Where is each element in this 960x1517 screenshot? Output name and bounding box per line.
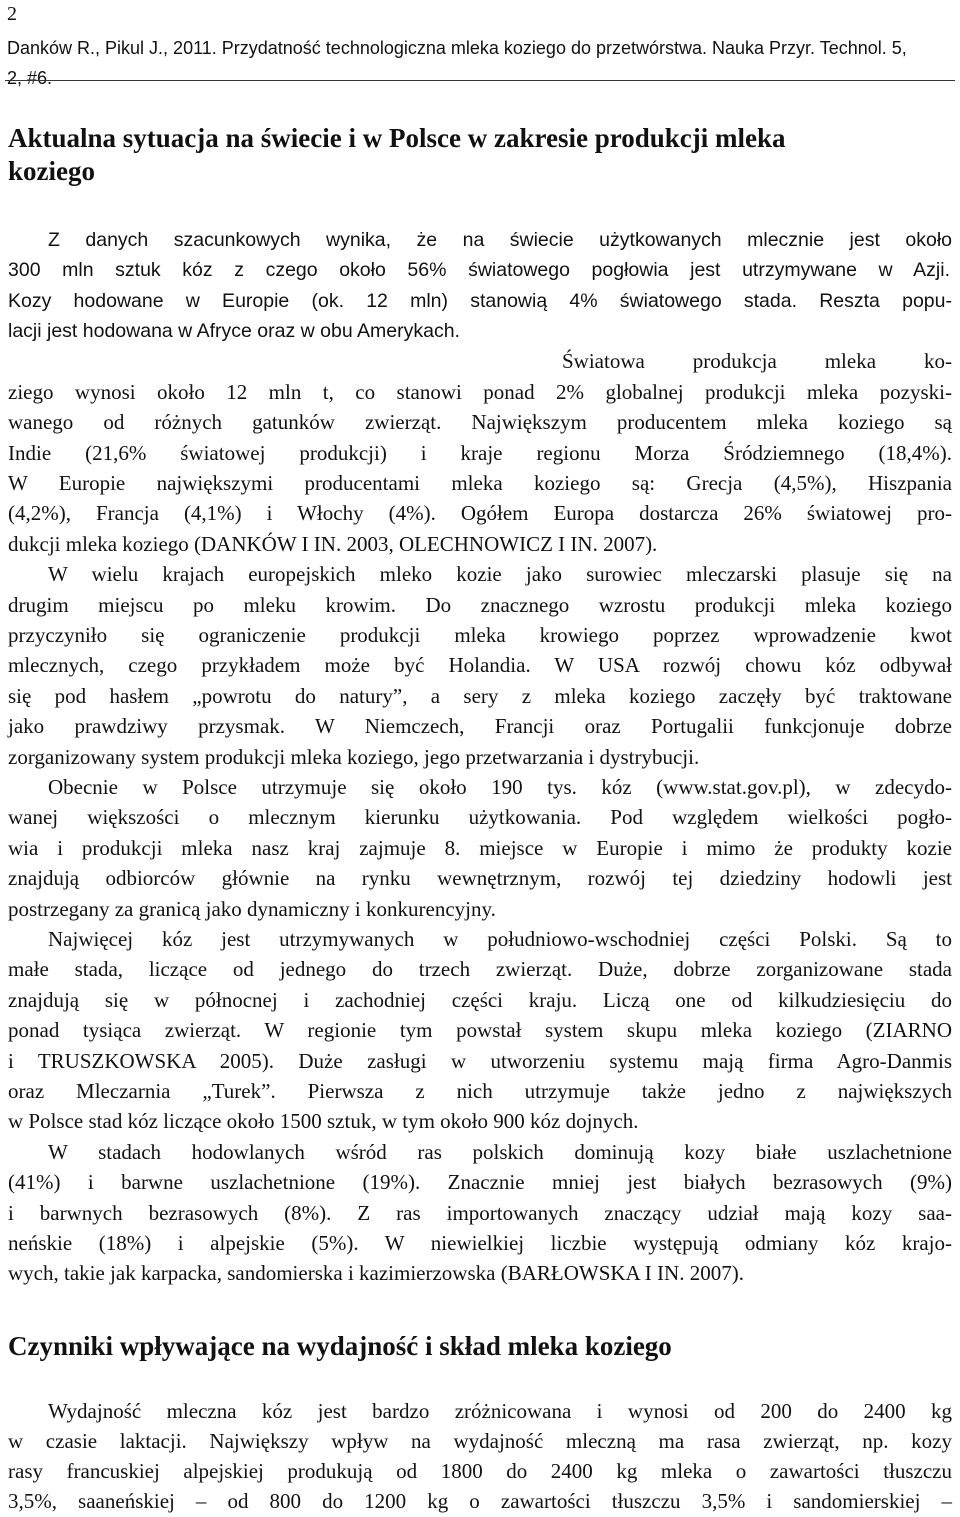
- text-line: ziego wynosi około 12 mln t, co stanowi ponad 2% globalnej produkcji mleka pozyski-: [8, 380, 952, 404]
- text-line: rasy francuskiej alpejskiej produkują od 1800 do 2400 kg mleka o zawartości tłuszczu: [8, 1459, 952, 1483]
- page-number: 2: [7, 3, 17, 25]
- text-line: 3,5%, saaneńskiej – od 800 do 1200 kg o zawartości tłuszczu 3,5% i sandomierskiej –: [8, 1489, 952, 1513]
- text-line: W Europie największymi producentami mleka koziego są: Grecja (4,5%), Hiszpania: [8, 471, 952, 495]
- citation: [7, 33, 955, 93]
- text-line: wanej większości o mlecznym kierunku użytkowania. Pod względem wielkości pogło-: [8, 805, 952, 829]
- text-line: wia i produkcji mleka nasz kraj zajmuje 8. miejsce w Europie i mimo że produkty kozie: [8, 836, 952, 860]
- citation-line: 2, #6.: [7, 68, 53, 88]
- text-line: dukcji mleka koziego (DANKÓW I IN. 2003, OLECHNOWICZ I IN. 2007).: [8, 532, 658, 556]
- text-line: i barwnych bezrasowych (8%). Z ras importowanych znaczący udział mają kozy saa-: [8, 1201, 952, 1225]
- text-line: ponad tysiąca zwierząt. W regionie tym powstał system skupu mleka koziego (ZIARNO: [8, 1018, 952, 1042]
- text-line: drugim miejscu po mleku krowim. Do znacznego wzrostu produkcji mleka koziego: [8, 593, 952, 617]
- text-line: Światowa produkcja mleka ko-: [562, 349, 952, 373]
- text-line: W wielu krajach europejskich mleko kozie jako surowiec mleczarski plasuje się na: [48, 562, 952, 586]
- text-line: Indie (21,6% światowej produkcji) i kraje regionu Morza Śródziemnego (18,4%).: [8, 441, 952, 465]
- text-line: Wydajność mleczna kóz jest bardzo zróżnicowana i wynosi od 200 do 2400 kg: [48, 1399, 952, 1423]
- text-line: przyczyniło się ograniczenie produkcji mleka krowiego poprzez wprowadzenie kwot: [8, 623, 952, 647]
- text-line: 300 mln sztuk kóz z czego około 56% światowego pogłowia jest utrzymywane w Azji.: [8, 259, 950, 281]
- text-line: jako prawdziwy przysmak. W Niemczech, Francji oraz Portugalii funkcjonuje dobrze: [8, 714, 952, 738]
- section-title-production: [8, 122, 785, 188]
- text-line: Kozy hodowane w Europie (ok. 12 mln) stanowią 4% światowego stada. Reszta popu-: [8, 290, 952, 312]
- text-line: lacji jest hodowana w Afryce oraz w obu Amerykach.: [8, 320, 460, 342]
- text-line: (4,2%), Francja (4,1%) i Włochy (4%). Ogółem Europa dostarcza 26% światowej pro-: [8, 501, 952, 525]
- text-line: (41%) i barwne uszlachetnione (19%). Znacznie mniej jest białych bezrasowych (9%): [8, 1170, 952, 1194]
- text-line: Najwięcej kóz jest utrzymywanych w południowo-wschodniej części Polski. Są to: [48, 927, 952, 951]
- text-line: w czasie laktacji. Największy wpływ na wydajność mleczną ma rasa zwierząt, np. kozy: [8, 1429, 952, 1453]
- text-line: zorganizowany system produkcji mleka koziego, jego przetwarzania i dystrybucji.: [8, 745, 700, 769]
- text-line: Z danych szacunkowych wynika, że na świecie użytkowanych mlecznie jest około: [48, 229, 952, 251]
- text-line: neńskie (18%) i alpejskie (5%). W niewielkiej liczbie występują odmiany kóz krajo-: [8, 1231, 952, 1255]
- title-line: koziego: [8, 156, 95, 186]
- text-line: i TRUSZKOWSKA 2005). Duże zasługi w utworzeniu systemu mają firma Agro-Danmis: [8, 1049, 952, 1073]
- text-line: znajdują się w północnej i zachodniej części kraju. Liczą one od kilkudziesięciu do: [8, 988, 952, 1012]
- citation-line: Danków R., Pikul J., 2011. Przydatność technologiczna mleka koziego do przetwórstwa. Nauka Przyr. Technol. 5,: [7, 38, 907, 58]
- header-rule: [5, 80, 955, 81]
- text-line: wanego od różnych gatunków zwierząt. Największym producentem mleka koziego są: [8, 410, 952, 434]
- text-line: małe stada, liczące od jednego do trzech zwierząt. Duże, dobrze zorganizowane stada: [8, 957, 952, 981]
- text-line: postrzegany za granicą jako dynamiczny i konkurencyjny.: [8, 897, 496, 921]
- text-line: W stadach hodowlanych wśród ras polskich dominują kozy białe uszlachetnione: [48, 1140, 952, 1164]
- title-line: Czynniki wpływające na wydajność i skład mleka koziego: [8, 1331, 672, 1361]
- text-line: wych, takie jak karpacka, sandomierska i kazimierzowska (BARŁOWSKA I IN. 2007).: [8, 1261, 744, 1285]
- text-line: znajdują odbiorców głównie na rynku wewnętrznym, rozwój tej dziedziny hodowli jest: [8, 866, 952, 890]
- text-line: Obecnie w Polsce utrzymuje się około 190 tys. kóz (www.stat.gov.pl), w zdecydo-: [48, 775, 952, 799]
- text-line: mlecznych, czego przykładem może być Holandia. W USA rozwój chowu kóz odbywał: [8, 653, 952, 677]
- section-title-factors: [8, 1330, 672, 1363]
- text-line: oraz Mleczarnia „Turek”. Pierwsza z nich utrzymuje także jedno z największych: [8, 1079, 952, 1103]
- text-line: w Polsce stad kóz liczące około 1500 sztuk, w tym około 900 kóz dojnych.: [8, 1109, 639, 1133]
- text-line: się pod hasłem „powrotu do natury”, a sery z mleka koziego zaczęły być traktowane: [8, 684, 952, 708]
- title-line: Aktualna sytuacja na świecie i w Polsce w zakresie produkcji mleka: [8, 123, 786, 153]
